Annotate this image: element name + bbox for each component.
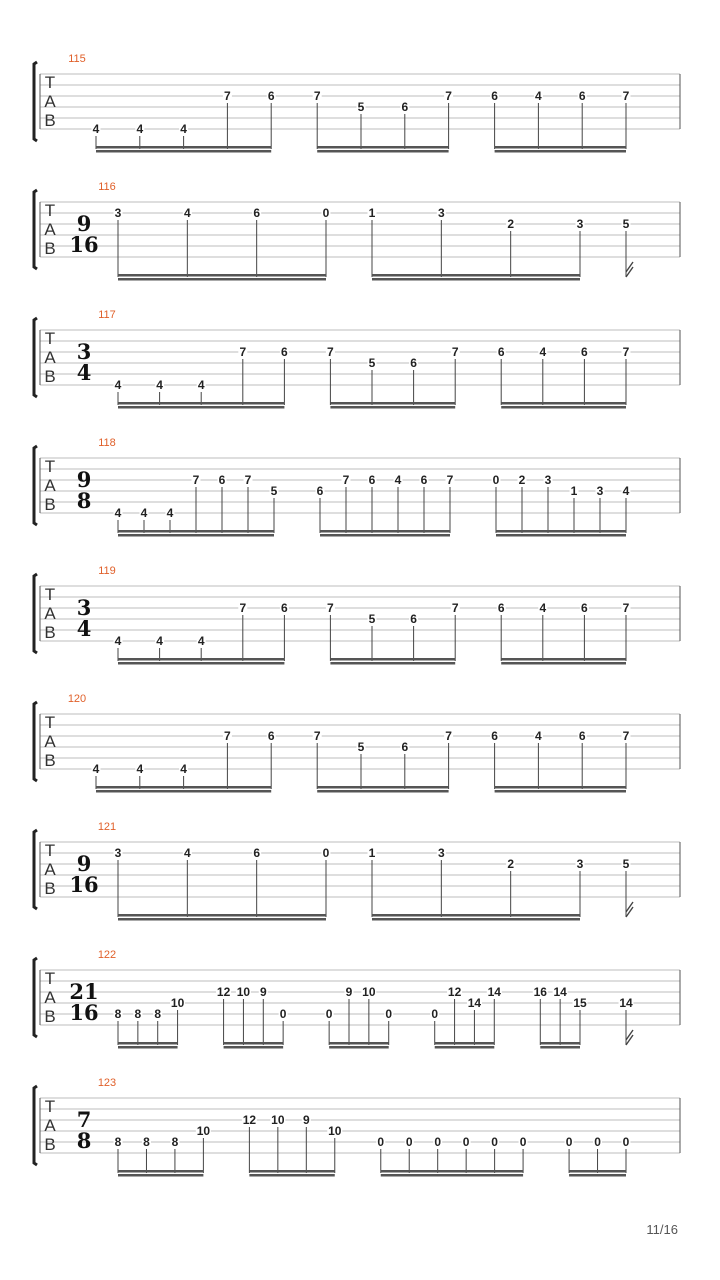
measure-number: 121 xyxy=(97,821,117,833)
beam xyxy=(330,658,455,661)
fret-number: 7 xyxy=(239,601,247,615)
system-121 xyxy=(34,821,680,921)
clef-letter: B xyxy=(44,751,56,770)
fret-number: 6 xyxy=(267,729,275,743)
fret-number: 0 xyxy=(462,1135,470,1149)
time-signature-bottom: 8 xyxy=(76,488,92,513)
clef-letter: A xyxy=(44,348,56,367)
fret-number: 4 xyxy=(114,506,122,520)
beam xyxy=(317,146,448,149)
beam xyxy=(501,662,626,665)
fret-number: 6 xyxy=(581,345,588,359)
system-bracket xyxy=(34,1086,37,1165)
fret-number: 4 xyxy=(92,762,100,776)
beam xyxy=(118,278,326,281)
fret-number: 4 xyxy=(166,506,174,520)
fret-number: 7 xyxy=(224,89,231,103)
time-signature-top: 21 xyxy=(69,979,99,1004)
fret-number: 0 xyxy=(377,1135,385,1149)
fret-number: 4 xyxy=(114,634,122,648)
fret-number: 7 xyxy=(313,729,321,743)
clef-letter: B xyxy=(44,367,56,386)
beam xyxy=(435,1042,495,1045)
fret-number: 6 xyxy=(281,601,288,615)
beam xyxy=(495,790,626,793)
fret-number: 3 xyxy=(437,206,445,220)
clef-letter: T xyxy=(44,969,56,988)
fret-number: 9 xyxy=(345,985,353,999)
measure-number: 115 xyxy=(68,53,86,65)
fret-number: 0 xyxy=(594,1135,601,1149)
beam xyxy=(381,1170,523,1173)
system-122 xyxy=(34,949,680,1049)
clef-letter: A xyxy=(44,860,56,879)
fret-number: 9 xyxy=(302,1113,310,1127)
beam xyxy=(118,1046,178,1049)
fret-number: 0 xyxy=(519,1135,527,1149)
fret-number: 5 xyxy=(270,484,278,498)
system-117 xyxy=(34,309,680,409)
fret-number: 7 xyxy=(451,345,459,359)
clef-letter: T xyxy=(44,1097,56,1116)
fret-number: 5 xyxy=(357,100,365,114)
fret-number: 4 xyxy=(535,729,542,743)
time-signature-top: 3 xyxy=(76,595,92,620)
beam xyxy=(118,534,274,537)
clef-letter: B xyxy=(44,111,56,130)
fret-number: 7 xyxy=(622,89,630,103)
fret-number: 0 xyxy=(322,846,330,860)
fret-number: 14 xyxy=(487,985,501,999)
clef-letter: A xyxy=(44,604,56,623)
fret-number: 0 xyxy=(565,1135,573,1149)
system-bracket xyxy=(34,830,37,909)
fret-number: 0 xyxy=(279,1007,287,1021)
fret-number: 6 xyxy=(281,345,288,359)
fret-number: 4 xyxy=(197,378,205,392)
clef-letter: B xyxy=(44,879,56,898)
beam xyxy=(330,662,455,665)
beam xyxy=(495,786,626,789)
time-signature-top: 3 xyxy=(76,339,92,364)
fret-number: 14 xyxy=(553,985,567,999)
fret-number: 6 xyxy=(267,89,275,103)
fret-number: 3 xyxy=(114,846,122,860)
fret-number: 6 xyxy=(497,345,505,359)
fret-number: 6 xyxy=(578,729,586,743)
clef-letter: A xyxy=(44,220,56,239)
fret-number: 7 xyxy=(224,729,231,743)
clef-letter: A xyxy=(44,476,56,495)
beam xyxy=(435,1046,495,1049)
fret-number: 10 xyxy=(328,1124,342,1138)
fret-number: 7 xyxy=(446,473,454,487)
fret-number: 7 xyxy=(445,89,452,103)
fret-number: 6 xyxy=(253,206,261,220)
fret-number: 4 xyxy=(180,122,187,136)
fret-number: 0 xyxy=(385,1007,393,1021)
fret-number: 6 xyxy=(218,473,226,487)
beam xyxy=(118,914,326,917)
fret-number: 10 xyxy=(271,1113,285,1127)
fret-number: 7 xyxy=(622,345,630,359)
fret-number: 6 xyxy=(410,612,417,626)
beam xyxy=(569,1174,626,1177)
beam xyxy=(118,658,284,661)
beam xyxy=(224,1042,284,1045)
beam xyxy=(118,918,326,921)
clef-letter: T xyxy=(44,329,56,348)
measure-number: 123 xyxy=(97,1077,117,1089)
fret-number: 6 xyxy=(253,846,261,860)
beam xyxy=(540,1046,580,1049)
beam xyxy=(496,530,626,533)
fret-number: 6 xyxy=(401,740,409,754)
fret-number: 4 xyxy=(539,601,547,615)
fret-number: 5 xyxy=(368,356,376,370)
clef-letter: B xyxy=(44,495,56,514)
fret-number: 12 xyxy=(447,985,462,999)
beam xyxy=(317,786,448,789)
beam xyxy=(249,1174,334,1177)
fret-number: 0 xyxy=(434,1135,442,1149)
beam xyxy=(249,1170,334,1173)
beam xyxy=(372,274,580,277)
measure-number: 116 xyxy=(98,181,116,193)
fret-number: 12 xyxy=(216,985,231,999)
fret-number: 8 xyxy=(171,1135,179,1149)
fret-number: 4 xyxy=(136,762,144,776)
fret-number: 4 xyxy=(156,634,163,648)
clef-letter: B xyxy=(44,239,56,258)
fret-number: 7 xyxy=(192,473,200,487)
fret-number: 8 xyxy=(114,1135,122,1149)
fret-number: 4 xyxy=(539,345,547,359)
beam xyxy=(329,1046,389,1049)
beam xyxy=(118,274,326,277)
fret-number: 4 xyxy=(156,378,163,392)
fret-number: 8 xyxy=(154,1007,162,1021)
fret-number: 6 xyxy=(316,484,324,498)
fret-number: 14 xyxy=(619,996,633,1010)
beam xyxy=(495,146,626,149)
fret-number: 7 xyxy=(313,89,321,103)
clef-letter: A xyxy=(44,92,56,111)
measure-number: 122 xyxy=(97,949,117,961)
fret-number: 4 xyxy=(92,122,100,136)
time-signature-top: 9 xyxy=(76,211,92,236)
system-bracket xyxy=(34,62,37,141)
measure-number: 119 xyxy=(98,565,116,577)
fret-number: 0 xyxy=(431,1007,439,1021)
fret-number: 3 xyxy=(576,857,584,871)
beam xyxy=(118,530,274,533)
fret-number: 4 xyxy=(535,89,542,103)
fret-number: 7 xyxy=(622,601,630,615)
fret-number: 7 xyxy=(622,729,630,743)
fret-number: 4 xyxy=(183,846,191,860)
system-116 xyxy=(34,181,680,281)
fret-number: 6 xyxy=(401,100,409,114)
fret-number: 5 xyxy=(368,612,376,626)
system-bracket xyxy=(34,190,37,269)
fret-number: 12 xyxy=(242,1113,257,1127)
fret-number: 10 xyxy=(236,985,251,999)
measure-number: 118 xyxy=(98,437,116,449)
fret-number: 6 xyxy=(578,89,586,103)
system-bracket xyxy=(34,574,37,653)
beam xyxy=(224,1046,284,1049)
time-signature-top: 9 xyxy=(76,467,92,492)
fret-number: 6 xyxy=(410,356,417,370)
fret-number: 16 xyxy=(533,985,547,999)
beam xyxy=(540,1042,580,1045)
fret-number: 1 xyxy=(368,206,376,220)
fret-number: 7 xyxy=(244,473,252,487)
beam xyxy=(118,406,284,409)
beam xyxy=(118,1170,203,1173)
fret-number: 4 xyxy=(622,484,630,498)
beam xyxy=(118,662,284,665)
beam xyxy=(96,790,271,793)
fret-number: 5 xyxy=(622,217,630,231)
beam xyxy=(317,150,448,153)
measure-number: 120 xyxy=(67,693,87,705)
fret-number: 14 xyxy=(467,996,482,1010)
fret-number: 7 xyxy=(239,345,247,359)
time-signature-top: 9 xyxy=(76,851,92,876)
fret-number: 8 xyxy=(114,1007,122,1021)
fret-number: 6 xyxy=(368,473,376,487)
time-signature-bottom: 4 xyxy=(76,616,92,641)
fret-number: 6 xyxy=(581,601,588,615)
fret-number: 8 xyxy=(134,1007,142,1021)
clef-letter: T xyxy=(44,585,56,604)
system-bracket xyxy=(34,958,37,1037)
measure-number: 117 xyxy=(98,309,116,321)
beam xyxy=(329,1042,389,1045)
beam xyxy=(372,278,580,281)
clef-letter: A xyxy=(44,1116,56,1135)
fret-number: 3 xyxy=(596,484,604,498)
beam xyxy=(96,146,271,149)
fret-number: 7 xyxy=(451,601,459,615)
fret-number: 10 xyxy=(196,1124,211,1138)
fret-number: 7 xyxy=(327,345,334,359)
beam xyxy=(496,534,626,537)
fret-number: 7 xyxy=(445,729,452,743)
beam xyxy=(495,150,626,153)
beam xyxy=(96,786,271,789)
fret-number: 4 xyxy=(197,634,205,648)
fret-number: 4 xyxy=(114,378,122,392)
fret-number: 4 xyxy=(136,122,144,136)
fret-number: 7 xyxy=(342,473,350,487)
fret-number: 10 xyxy=(362,985,376,999)
clef-letter: T xyxy=(44,201,56,220)
system-120 xyxy=(34,693,680,793)
beam xyxy=(320,534,450,537)
fret-number: 9 xyxy=(259,985,267,999)
fret-number: 0 xyxy=(405,1135,413,1149)
beam xyxy=(317,790,448,793)
page-number: 11/16 xyxy=(646,1222,678,1237)
system-bracket xyxy=(34,702,37,781)
beam xyxy=(330,406,455,409)
time-signature-bottom: 16 xyxy=(69,232,99,257)
clef-letter: B xyxy=(44,623,56,642)
note-flag xyxy=(626,902,633,917)
fret-number: 1 xyxy=(368,846,376,860)
fret-number: 10 xyxy=(170,996,185,1010)
system-bracket xyxy=(34,318,37,397)
fret-number: 0 xyxy=(491,1135,498,1149)
fret-number: 15 xyxy=(573,996,587,1010)
beam xyxy=(501,658,626,661)
fret-number: 3 xyxy=(114,206,122,220)
fret-number: 4 xyxy=(183,206,191,220)
clef-letter: T xyxy=(44,73,56,92)
time-signature-bottom: 16 xyxy=(69,872,99,897)
fret-number: 4 xyxy=(140,506,148,520)
fret-number: 4 xyxy=(394,473,402,487)
note-flag xyxy=(626,262,633,277)
clef-letter: T xyxy=(44,457,56,476)
fret-number: 0 xyxy=(492,473,500,487)
fret-number: 6 xyxy=(420,473,428,487)
beam xyxy=(501,402,626,405)
fret-number: 2 xyxy=(507,217,515,231)
beam xyxy=(569,1170,626,1173)
clef-letter: T xyxy=(44,841,56,860)
beam xyxy=(118,402,284,405)
time-signature-bottom: 4 xyxy=(76,360,92,385)
beam xyxy=(381,1174,523,1177)
note-flag xyxy=(626,1030,633,1045)
fret-number: 8 xyxy=(143,1135,150,1149)
time-signature-bottom: 16 xyxy=(69,1000,99,1025)
beam xyxy=(501,406,626,409)
beam xyxy=(118,1042,178,1045)
fret-number: 0 xyxy=(325,1007,333,1021)
clef-letter: B xyxy=(44,1135,56,1154)
fret-number: 0 xyxy=(322,206,330,220)
system-bracket xyxy=(34,446,37,525)
beam xyxy=(372,918,580,921)
fret-number: 1 xyxy=(570,484,578,498)
fret-number: 4 xyxy=(180,762,187,776)
system-119 xyxy=(34,565,680,665)
beam xyxy=(372,914,580,917)
time-signature-bottom: 8 xyxy=(76,1128,92,1153)
clef-letter: A xyxy=(44,732,56,751)
system-123 xyxy=(34,1077,680,1177)
beam xyxy=(118,1174,203,1177)
fret-number: 6 xyxy=(491,89,498,103)
fret-number: 3 xyxy=(437,846,445,860)
beam xyxy=(320,530,450,533)
fret-number: 2 xyxy=(518,473,526,487)
fret-number: 6 xyxy=(497,601,505,615)
fret-number: 3 xyxy=(544,473,552,487)
fret-number: 0 xyxy=(622,1135,630,1149)
system-118 xyxy=(34,437,680,537)
fret-number: 2 xyxy=(507,857,515,871)
beam xyxy=(96,150,271,153)
fret-number: 5 xyxy=(357,740,365,754)
beam xyxy=(330,402,455,405)
time-signature-top: 7 xyxy=(76,1107,92,1132)
fret-number: 5 xyxy=(622,857,630,871)
clef-letter: T xyxy=(44,713,56,732)
clef-letter: A xyxy=(44,988,56,1007)
system-115 xyxy=(34,53,680,153)
fret-number: 3 xyxy=(576,217,584,231)
clef-letter: B xyxy=(44,1007,56,1026)
fret-number: 7 xyxy=(327,601,334,615)
fret-number: 6 xyxy=(491,729,498,743)
